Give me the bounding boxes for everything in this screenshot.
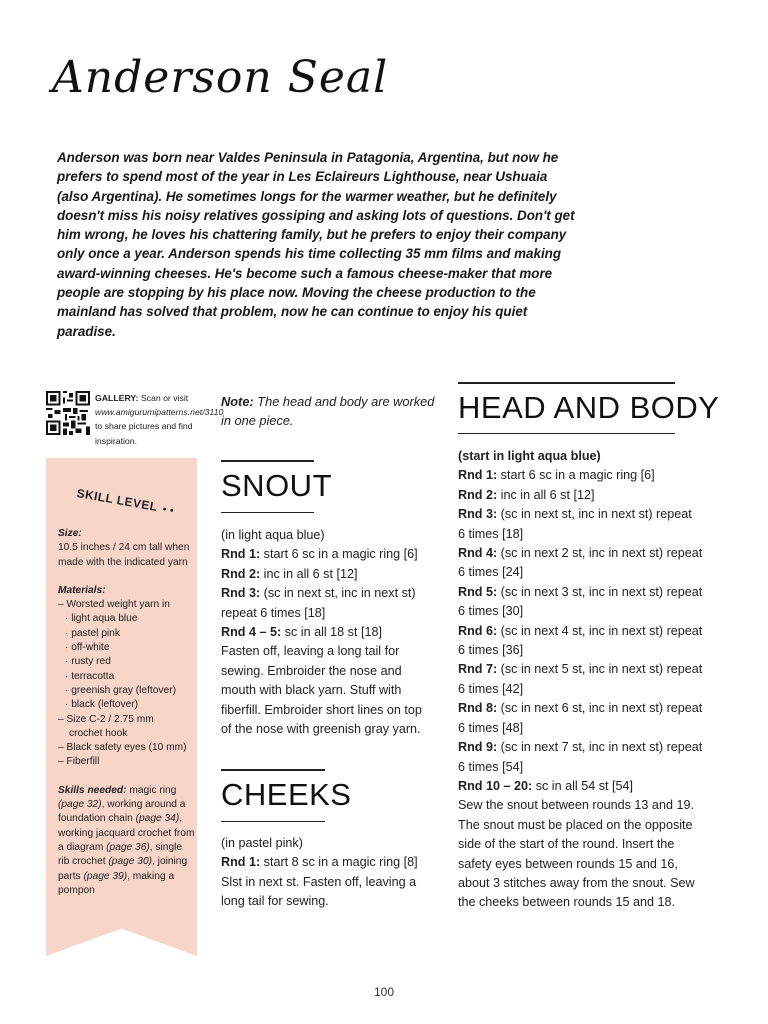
skills-text: , working around a foundation chain: [58, 799, 186, 825]
instruction-line: [458, 486, 720, 505]
eyes-item: – Black safety eyes (10 mm): [58, 742, 187, 754]
instruction-text: mouth with black yarn. Stuff with: [221, 683, 402, 698]
instruction-line: [458, 544, 720, 563]
instruction-round-label: Rnd 4 – 5:: [221, 625, 282, 640]
instruction-text: (sc in next 5 st, inc in next st) repeat: [497, 662, 703, 677]
intro-paragraph: Anderson was born near Valdes Peninsula in Patagonia, Argentina, but now he prefers to spend most of the year in Les Eclaireurs Lighthouse, near Ushuaia (also Argentina). He sometimes longs for the warmer weather, but he definitely doesn't miss his noisy relatives gossiping and asking lots of questions. Don't get him wrong, he loves his chattering family, but he prefers to enjoy their company only once a year. Anderson spends his time collecting 35 mm films and making award-winning cheeses. He's become such a famous cheese-maker that more people are stopping by his place now. Moving the cheese production to the mainland has solved that problem, now he can continue to enjoy his quiet paradise.: [57, 150, 575, 339]
instruction-line: [221, 853, 451, 872]
instruction-line: [458, 563, 720, 582]
instruction-text: (sc in next st, inc in next st) repeat: [497, 507, 692, 522]
instruction-line: [458, 602, 720, 621]
instruction-line: [458, 777, 720, 796]
instruction-line: [458, 641, 720, 660]
skill-level-label: SKILL LEVEL: [75, 486, 159, 514]
instruction-text: The snout must be placed on the opposite: [458, 817, 693, 832]
instruction-round-label: Rnd 9:: [458, 740, 498, 755]
skills-text: , working jacquard crochet from a diagram: [58, 813, 195, 853]
instruction-round-label: Rnd 3:: [458, 507, 498, 522]
materials-block: [58, 584, 196, 770]
instruction-text: (in light aqua blue): [221, 528, 325, 542]
head-body-rule-bottom: [458, 433, 675, 434]
note-label: Note:: [221, 394, 254, 409]
instruction-line: [221, 892, 451, 911]
yarn-label: – Worsted weight yarn in: [58, 599, 170, 611]
instruction-round-label: Rnd 1:: [458, 468, 498, 483]
instruction-round-label: Rnd 5:: [458, 584, 498, 599]
instruction-line: [221, 565, 451, 584]
skills-page-ref: (page 39): [83, 870, 128, 882]
instruction-line: [221, 681, 451, 700]
instruction-line: [458, 680, 720, 699]
instruction-line: [458, 699, 720, 718]
skills-text: , single rib crochet: [58, 841, 183, 868]
head-body-heading: HEAD AND BODY: [458, 390, 720, 425]
instruction-round-label: Rnd 8:: [458, 701, 498, 716]
instruction-text: start 8 sc in a magic ring [8]: [260, 855, 418, 870]
instruction-line: [221, 526, 451, 545]
instruction-text: (sc in next 2 st, inc in next st) repeat: [497, 546, 703, 561]
instruction-line: [221, 873, 451, 892]
skills-page-ref: (page 34): [135, 813, 180, 825]
size-text: 10.5 inches / 24 cm tall when made with the indicated yarn: [58, 542, 190, 568]
instruction-text: of the nose with greenish gray yarn.: [221, 722, 421, 737]
instruction-round-label: Rnd 3:: [221, 586, 261, 601]
instruction-line: [458, 583, 720, 602]
instruction-line: [221, 701, 451, 720]
skills-page-ref: (page 32): [58, 799, 102, 811]
instruction-line: [221, 604, 451, 623]
skills-page-ref: (page 36): [106, 841, 150, 853]
instruction-round-label: Rnd 1:: [221, 547, 261, 562]
instruction-text: Sew the snout between rounds 13 and 19.: [458, 798, 694, 813]
instruction-line: [221, 584, 451, 603]
instruction-line: [458, 738, 720, 757]
instruction-line: [458, 660, 720, 679]
instruction-line: [458, 525, 720, 544]
snout-rule-top: [221, 460, 314, 462]
instruction-line: [458, 796, 720, 815]
instruction-text: inc in all 6 st [12]: [260, 566, 358, 581]
instruction-line: [221, 623, 451, 642]
instruction-text: inc in all 6 st [12]: [497, 487, 595, 502]
instruction-text: safety eyes between rounds 15 and 16,: [458, 856, 678, 871]
head-body-instructions: [458, 447, 720, 913]
page-number: 100: [374, 985, 395, 999]
cheeks-rule-bottom: [221, 821, 325, 822]
snout-instructions: [221, 526, 451, 739]
instruction-line: [458, 466, 720, 485]
snout-heading: SNOUT: [221, 468, 332, 503]
instruction-line: [458, 816, 720, 835]
color-item: · off-white: [65, 642, 110, 654]
instruction-text: long tail for sewing.: [221, 894, 329, 909]
qr-code-icon[interactable]: [46, 391, 90, 435]
color-item: · terracotta: [65, 670, 115, 682]
instruction-line: [458, 719, 720, 738]
instruction-text: Fasten off, leaving a long tail for: [221, 644, 400, 659]
hook-item: – Size C-2 / 2.75 mm: [58, 713, 154, 725]
instruction-text: 6 times [42]: [458, 681, 524, 696]
skills-text: , making a pompon: [58, 870, 175, 896]
instruction-text: 6 times [54]: [458, 759, 524, 774]
instruction-text: start 6 sc in a magic ring [6]: [497, 468, 655, 483]
instruction-line: [458, 622, 720, 641]
instruction-text: side of the start of the round. Insert the: [458, 837, 675, 852]
instruction-line: [221, 720, 451, 739]
snout-rule-bottom: [221, 512, 314, 513]
instruction-text: sc in all 54 st [54]: [532, 778, 634, 793]
instruction-round-label: Rnd 4:: [458, 546, 498, 561]
instruction-text: (sc in next 6 st, inc in next st) repeat: [497, 701, 703, 716]
instruction-text: fiberfill. Embroider short lines on top: [221, 702, 422, 717]
instruction-text: 6 times [18]: [458, 526, 524, 541]
instruction-text: the cheeks between rounds 15 and 18.: [458, 895, 676, 910]
size-label: Size:: [58, 528, 82, 539]
size-block: [58, 527, 196, 570]
instruction-text: 6 times [30]: [458, 604, 524, 619]
gallery-text: Scan or visit: [140, 393, 189, 403]
instruction-text: start 6 sc in a magic ring [6]: [260, 547, 418, 562]
skills-block: [58, 784, 196, 898]
instruction-line: [458, 855, 720, 874]
instruction-text: 6 times [24]: [458, 565, 524, 580]
instruction-text: 6 times [48]: [458, 720, 524, 735]
instruction-text: (in pastel pink): [221, 836, 303, 850]
cheeks-heading: CHEEKS: [221, 777, 352, 812]
instruction-text: Slst in next st. Fasten off, leaving a: [221, 874, 417, 889]
note: [221, 392, 443, 431]
materials-label: Materials:: [58, 584, 106, 596]
gallery-url[interactable]: www.amigurumipatterns.net/3110: [95, 407, 224, 418]
instruction-text: (sc in next 7 st, inc in next st) repeat: [497, 740, 703, 755]
instruction-text: (sc in next 4 st, inc in next st) repeat: [497, 623, 703, 638]
instruction-line: [221, 642, 451, 661]
gallery-note: [95, 391, 224, 448]
skills-text: , joining parts: [58, 856, 188, 882]
instruction-round-label: Rnd 2:: [458, 487, 498, 502]
cheeks-instructions: [221, 834, 451, 912]
color-item: · greenish gray (leftover): [65, 684, 176, 696]
instruction-round-label: Rnd 7:: [458, 662, 498, 677]
sidebar-info: [58, 527, 196, 898]
color-item: · black (leftover): [65, 699, 139, 711]
color-item: · light aqua blue: [65, 613, 138, 625]
skills-text: magic ring: [129, 784, 177, 796]
instruction-line: [221, 834, 451, 853]
color-item: · pastel pink: [65, 627, 120, 639]
instruction-text: repeat 6 times [18]: [221, 605, 326, 620]
instruction-line: [458, 874, 720, 893]
instruction-line: [458, 835, 720, 854]
gallery-text-2: to share pictures and find inspiration.: [95, 421, 193, 446]
color-item: · rusty red: [65, 656, 111, 668]
instruction-round-label: Rnd 2:: [221, 566, 261, 581]
instruction-round-label: Rnd 1:: [221, 855, 261, 870]
instruction-text: 6 times [36]: [458, 643, 524, 658]
gallery-label: GALLERY:: [95, 393, 139, 403]
hook-item-2: crochet hook: [69, 727, 128, 739]
instruction-round-label: Rnd 6:: [458, 623, 498, 638]
instruction-line: [458, 893, 720, 912]
page-title: Anderson Seal: [52, 52, 389, 103]
instruction-line: [458, 505, 720, 524]
instruction-line: [458, 447, 720, 466]
fiberfill-item: – Fiberfill: [58, 756, 100, 768]
instruction-text: (sc in next 3 st, inc in next st) repeat: [497, 584, 703, 599]
instruction-line: [221, 662, 451, 681]
instruction-line: [458, 758, 720, 777]
instruction-round-label: (start in light aqua blue): [458, 449, 601, 463]
note-text: The head and body are worked in one piece.: [221, 394, 435, 429]
instruction-text: sc in all 18 st [18]: [281, 625, 382, 640]
instruction-text: (sc in next st, inc in next st): [260, 586, 416, 601]
skills-label: Skills needed:: [58, 784, 127, 796]
skill-level-dots: • •: [161, 504, 175, 517]
instruction-text: sewing. Embroider the nose and: [221, 663, 402, 678]
cheeks-rule-top: [221, 769, 325, 771]
head-body-rule-top: [458, 382, 675, 384]
skills-page-ref: (page 30): [108, 856, 153, 868]
instruction-line: [221, 545, 451, 564]
instruction-round-label: Rnd 10 – 20:: [458, 778, 533, 793]
instruction-text: about 3 stitches away from the snout. Sew: [458, 875, 695, 890]
